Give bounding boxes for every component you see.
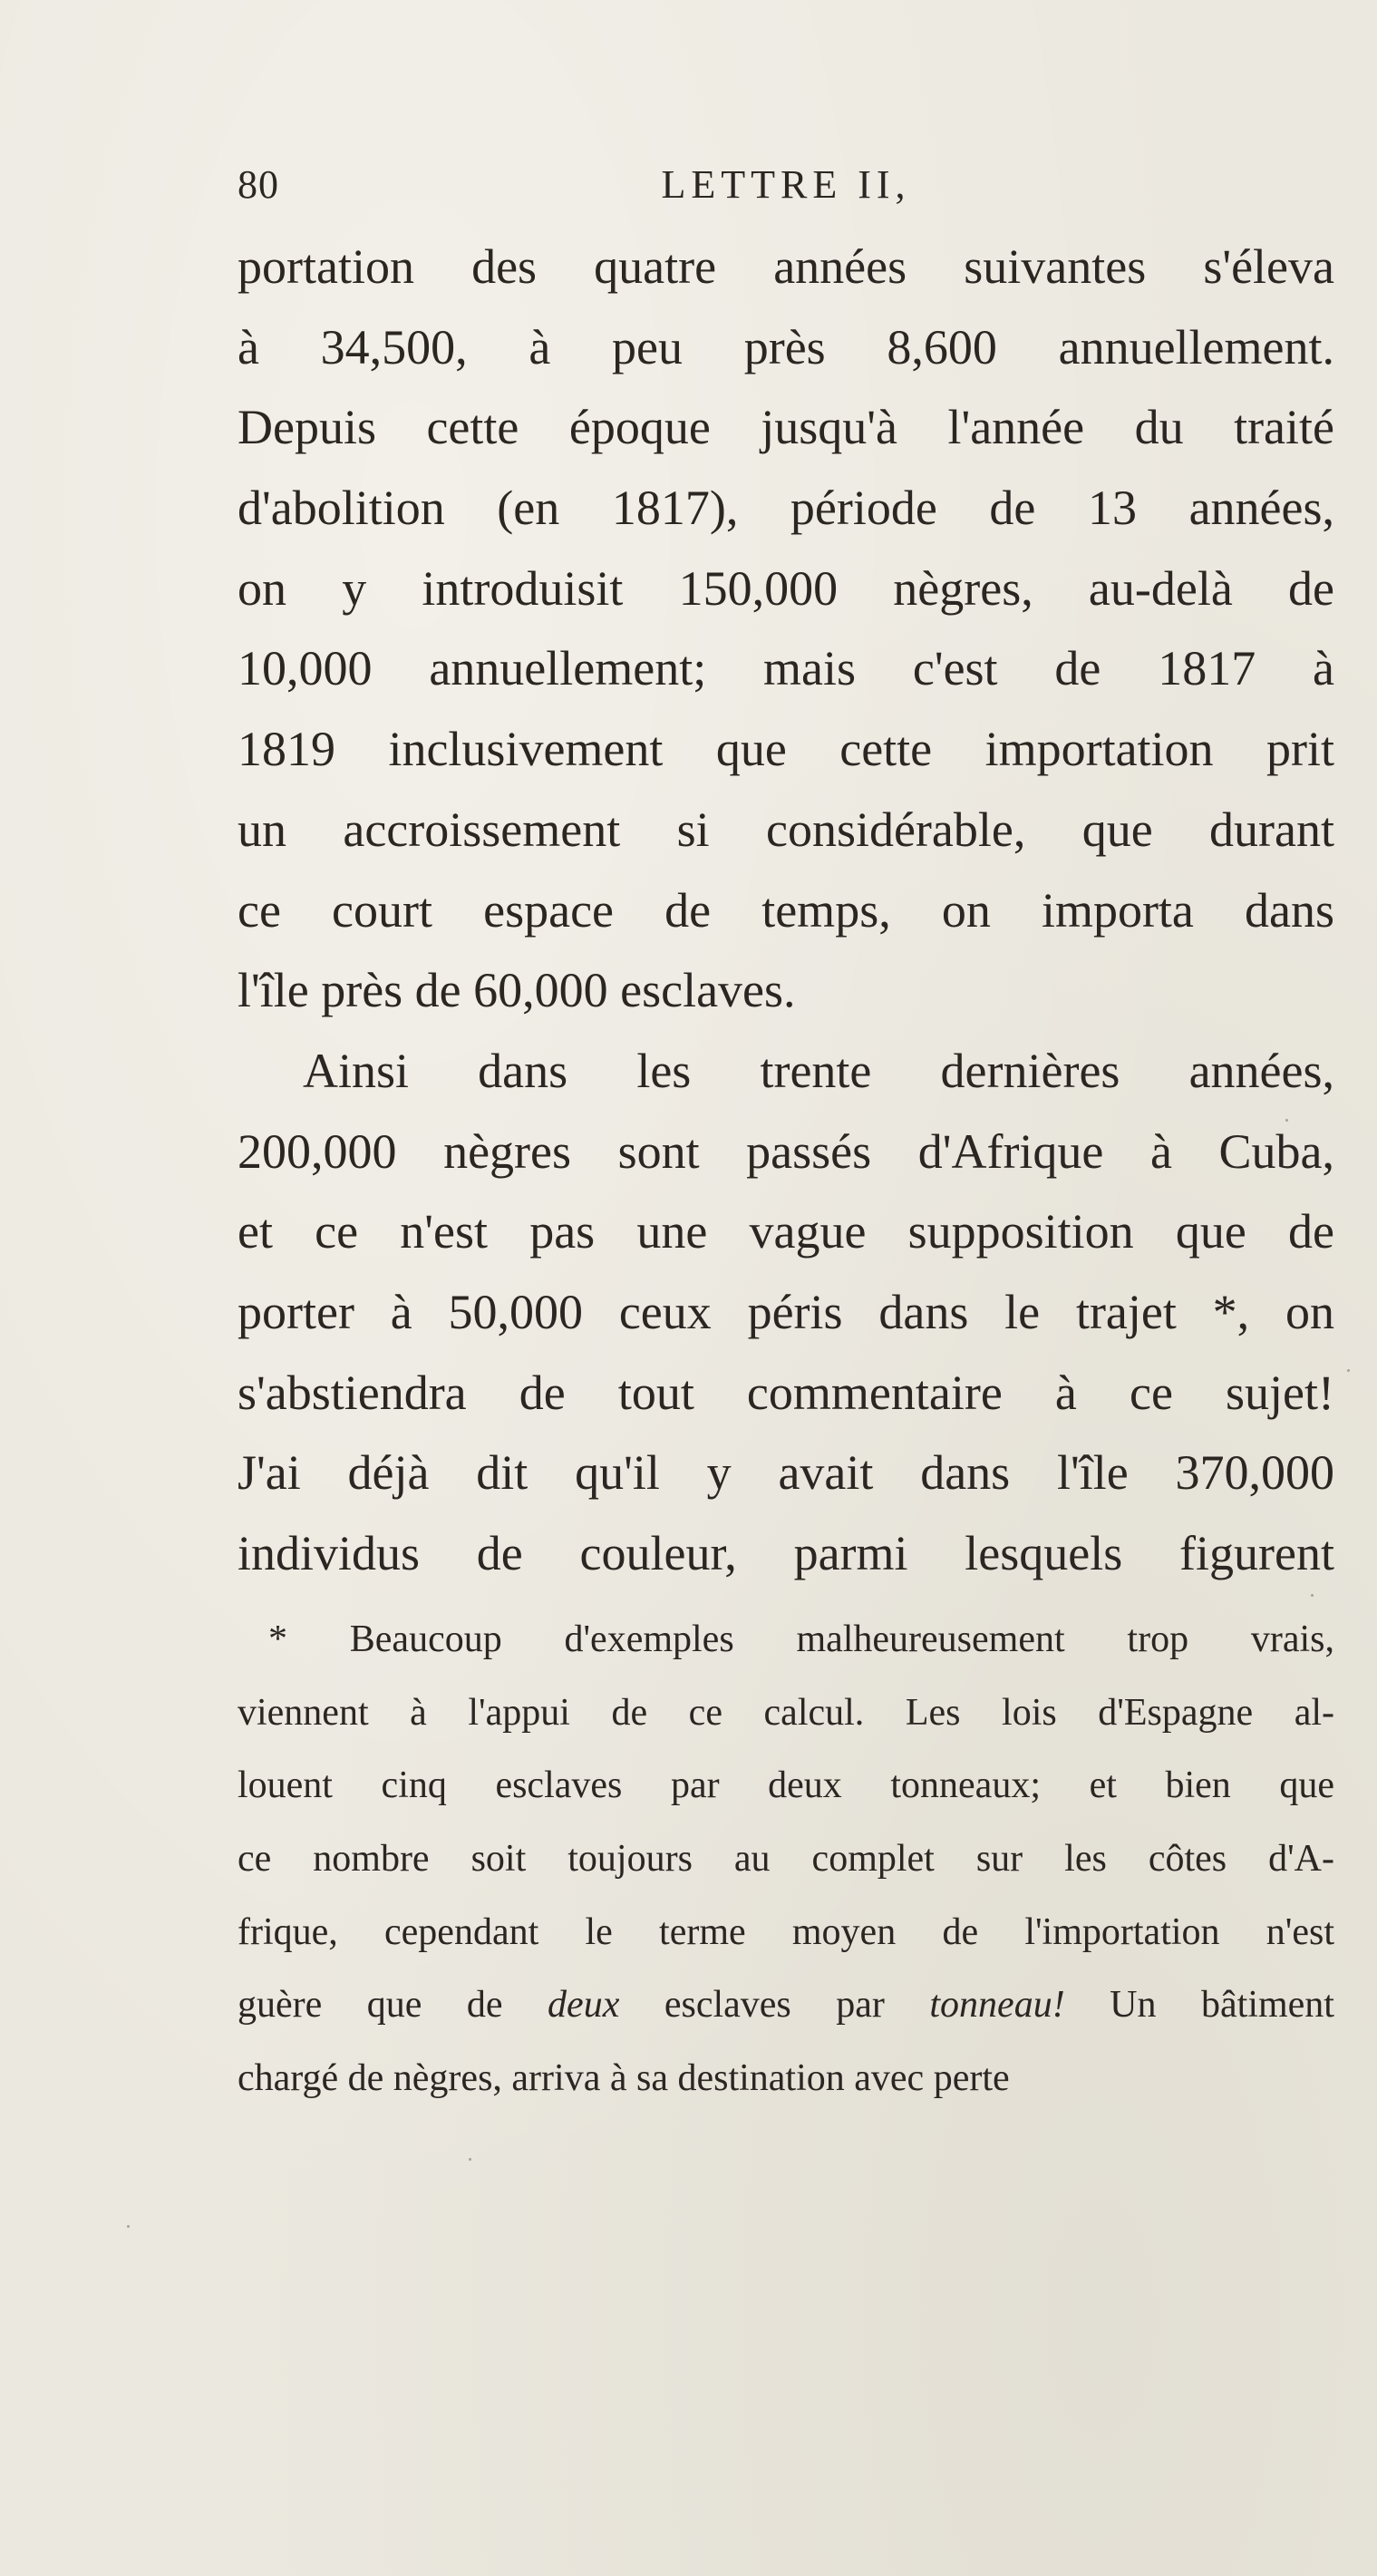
page-header [238,161,1334,225]
text-line: on y introduisit 150,000 nègres, au-delà de [238,560,1334,616]
text-line: 200,000 nègres sont passés d'Afrique à Cuba, [238,1123,1334,1179]
text-line: s'abstiendra de tout commentaire à ce sujet! [238,1365,1334,1420]
text-line: porter à 50,000 ceux péris dans le trajet *, on [238,1284,1334,1339]
footnote-line: frique, cependant le terme moyen de l'importation n'est [238,1910,1334,1953]
text-line: l'île près de 60,000 esclaves. [238,963,796,1018]
paper-speck [1285,1119,1288,1122]
page-number: 80 [238,162,279,207]
text-line: 10,000 annuellement; mais c'est de 1817 à [238,641,1334,696]
paper-speck [127,2225,130,2228]
text-line: ce court espace de temps, on importa dans [238,882,1334,938]
paper-speck [469,2158,471,2161]
italic-word: tonneau! [929,1984,1065,2027]
footnote-line: * Beaucoup d'exemples malheureusement trop vrais, [268,1619,1334,1660]
text-line: d'abolition (en 1817), période de 13 années, [238,481,1334,536]
paper-speck [1311,1594,1314,1597]
italic-word: deux [548,1984,620,2027]
text-line: 1819 inclusivement que cette importation prit [238,722,1334,777]
text-line: portation des quatre années suivantes s'éleva [238,239,1334,294]
text-line: individus de couleur, parmi lesquels figurent [238,1526,1334,1580]
footnote-line: chargé de nègres, arriva à sa destination avec perte [238,2057,1010,2100]
text-line: à 34,500, à peu près 8,600 annuellement. [238,319,1334,374]
footnote-text: esclaves par [619,1984,930,2027]
footnote-text: guère que de [238,1984,548,2027]
footnote-line-with-italics [238,1968,1334,2042]
paragraph-start-line: Ainsi dans les trente dernières années, [303,1043,1334,1098]
running-head: LETTRE II, [661,162,911,207]
text-line: Depuis cette époque jusqu'à l'année du traité [238,400,1334,455]
text-line: J'ai déjà dit qu'il y avait dans l'île 370,000 [238,1445,1334,1501]
footnote-line: viennent à l'appui de ce calcul. Les lois d'Espagne al- [238,1691,1334,1734]
footnote-text: Un bâtiment [1064,1984,1334,2027]
paper-speck [1347,1369,1350,1372]
footnote-line: ce nombre soit toujours au complet sur les côtes d'A- [238,1838,1334,1881]
footnote [238,1603,1334,2115]
text-line: et ce n'est pas une vague supposition que de [238,1204,1334,1259]
main-text [238,227,1334,1594]
footnote-line: louent cinq esclaves par deux tonneaux; et bien que [238,1764,1334,1807]
text-line: un accroissement si considérable, que durant [238,802,1334,857]
